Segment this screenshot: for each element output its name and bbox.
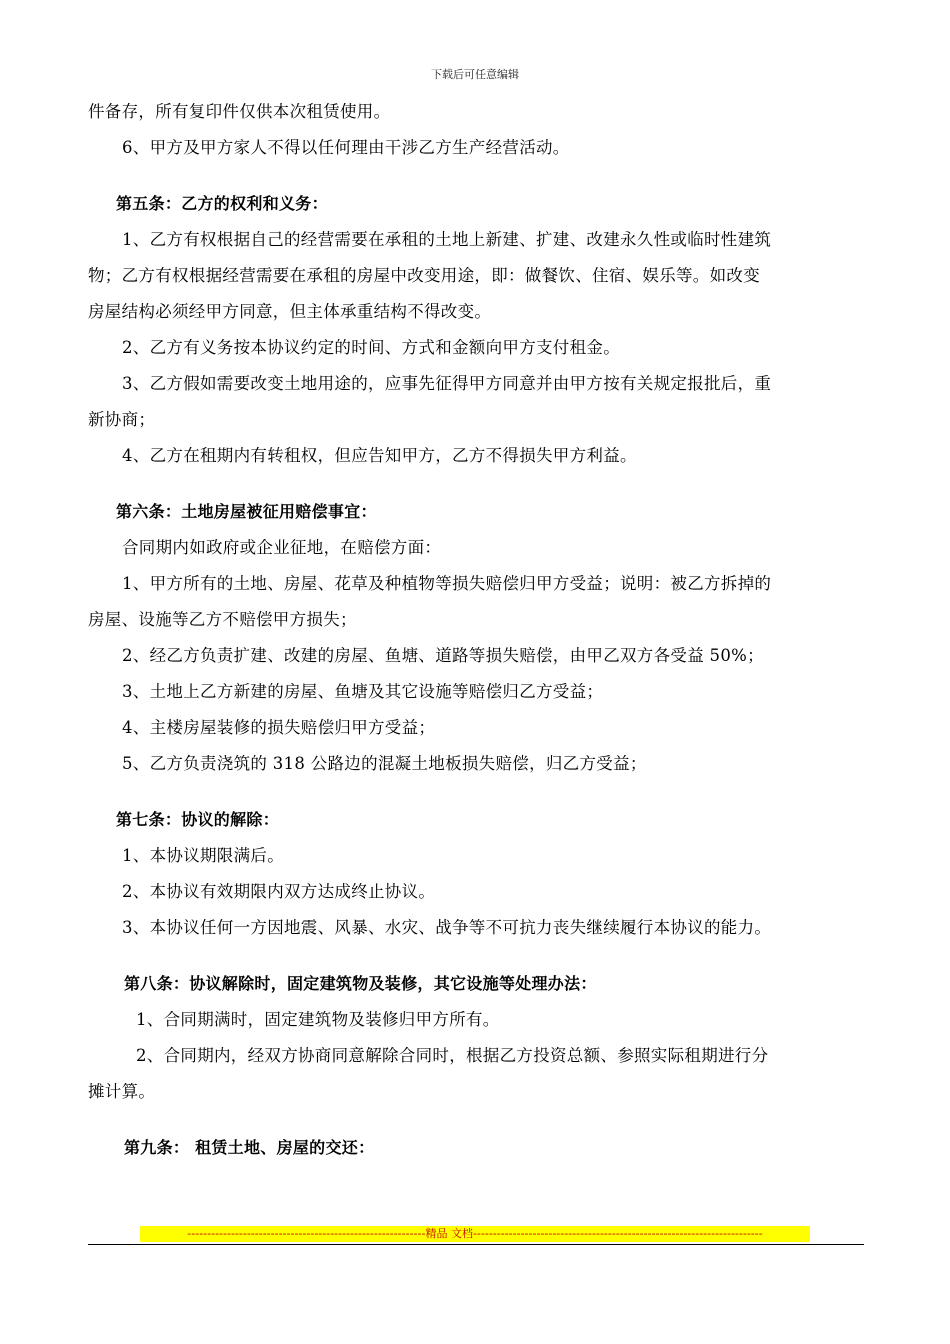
section-9-title: 第九条： 租赁土地、房屋的交还：	[124, 1138, 375, 1157]
s7-item-2: 2、本协议有效期限内双方达成终止协议。	[122, 882, 436, 901]
header-note: 下载后可任意编辑	[431, 68, 519, 81]
section-5-title: 第五条：乙方的权利和义务：	[116, 194, 328, 213]
s7-item-3: 3、本协议任何一方因地震、风暴、水灾、战争等不可抗力丧失继续履行本协议的能力。	[122, 918, 772, 937]
s5-item-1-line-3: 房屋结构必须经甲方同意，但主体承重结构不得改变。	[88, 302, 492, 321]
footer-divider	[88, 1244, 864, 1245]
s8-item-2-line-2: 摊计算。	[88, 1082, 156, 1101]
section-7-title: 第七条：协议的解除：	[116, 810, 280, 829]
s6-item-4: 4、主楼房屋装修的损失赔偿归甲方受益；	[122, 718, 436, 737]
s6-item-5: 5、乙方负责浇筑的 318 公路边的混凝土地板损失赔偿，归乙方受益；	[122, 754, 647, 773]
section-6-title: 第六条：土地房屋被征用赔偿事宜：	[116, 502, 377, 521]
list-item-6: 6、甲方及甲方家人不得以任何理由干涉乙方生产经营活动。	[122, 138, 570, 157]
s5-item-1-line-2: 物；乙方有权根据经营需要在承租的房屋中改变用途，即：做餐饮、住宿、娱乐等。如改变	[88, 266, 760, 285]
s5-item-2: 2、乙方有义务按本协议约定的时间、方式和金额向甲方支付租金。	[122, 338, 620, 357]
section-8-title: 第八条：协议解除时，固定建筑物及装修，其它设施等处理办法：	[124, 974, 597, 993]
document-body	[88, 94, 868, 1166]
paragraph-continuation: 件备存，所有复印件仅供本次租赁使用。	[88, 102, 391, 121]
s7-item-1: 1、本协议期限满后。	[122, 846, 284, 865]
s6-item-1-line-2: 房屋、设施等乙方不赔偿甲方损失；	[88, 610, 357, 629]
s8-item-2-line-1: 2、合同期内，经双方协商同意解除合同时，根据乙方投资总额、参照实际租期进行分	[136, 1046, 769, 1065]
s6-intro: 合同期内如政府或企业征地，在赔偿方面：	[122, 538, 442, 557]
s5-item-3-line-2: 新协商；	[88, 410, 156, 429]
s5-item-4: 4、乙方在租期内有转租权，但应告知甲方，乙方不得损失甲方利益。	[122, 446, 637, 465]
footer-watermark: ------------------------------------------------------------精品 文档-------------------------------------------------------------------------	[140, 1226, 810, 1242]
s6-item-2: 2、经乙方负责扩建、改建的房屋、鱼塘、道路等损失赔偿，由甲乙双方各受益 50%；	[122, 646, 764, 665]
s6-item-1-line-1: 1、甲方所有的土地、房屋、花草及种植物等损失赔偿归甲方受益；说明：被乙方拆掉的	[122, 574, 772, 593]
s8-item-1: 1、合同期满时，固定建筑物及装修归甲方所有。	[136, 1010, 500, 1029]
s5-item-1-line-1: 1、乙方有权根据自己的经营需要在承租的土地上新建、扩建、改建永久性或临时性建筑	[122, 230, 772, 249]
s5-item-3-line-1: 3、乙方假如需要改变土地用途的，应事先征得甲方同意并由甲方按有关规定报批后，重	[122, 374, 772, 393]
s6-item-3: 3、土地上乙方新建的房屋、鱼塘及其它设施等赔偿归乙方受益；	[122, 682, 604, 701]
